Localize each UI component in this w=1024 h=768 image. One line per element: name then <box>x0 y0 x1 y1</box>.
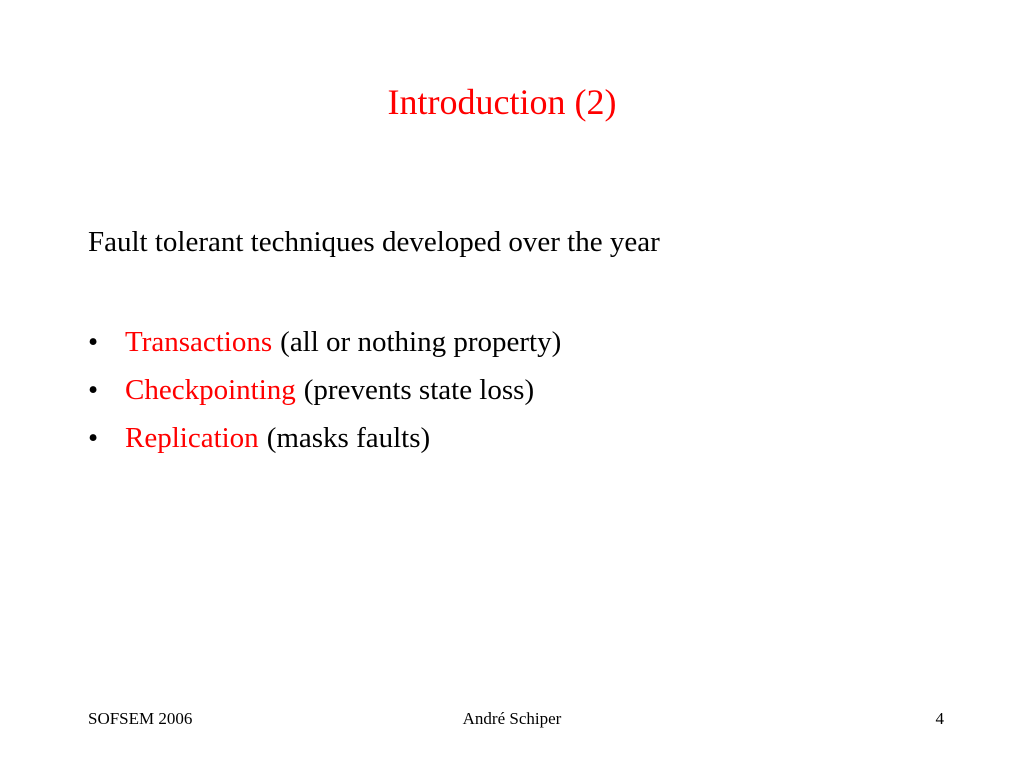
bullet-term: Checkpointing <box>125 374 296 406</box>
footer-author: André Schiper <box>462 709 562 728</box>
bullet-icon: • <box>88 422 99 454</box>
bullet-description: (masks faults) <box>266 422 431 454</box>
bullet-item-transactions <box>88 322 561 370</box>
bullet-list <box>88 322 561 466</box>
bullet-term: Transactions <box>125 326 273 358</box>
bullet-item-replication <box>88 418 561 466</box>
intro-text: Fault tolerant techniques developed over the year <box>88 226 660 258</box>
bullet-term: Replication <box>125 422 259 454</box>
bullet-description: (all or nothing property) <box>280 326 562 358</box>
bullet-icon: • <box>88 326 99 358</box>
slide-title: Introduction (2) <box>387 82 617 122</box>
bullet-icon: • <box>88 374 99 406</box>
footer-page-number: 4 <box>935 709 944 728</box>
footer-conference: SOFSEM 2006 <box>88 709 193 728</box>
bullet-description: (prevents state loss) <box>303 374 535 406</box>
bullet-item-checkpointing <box>88 370 561 418</box>
